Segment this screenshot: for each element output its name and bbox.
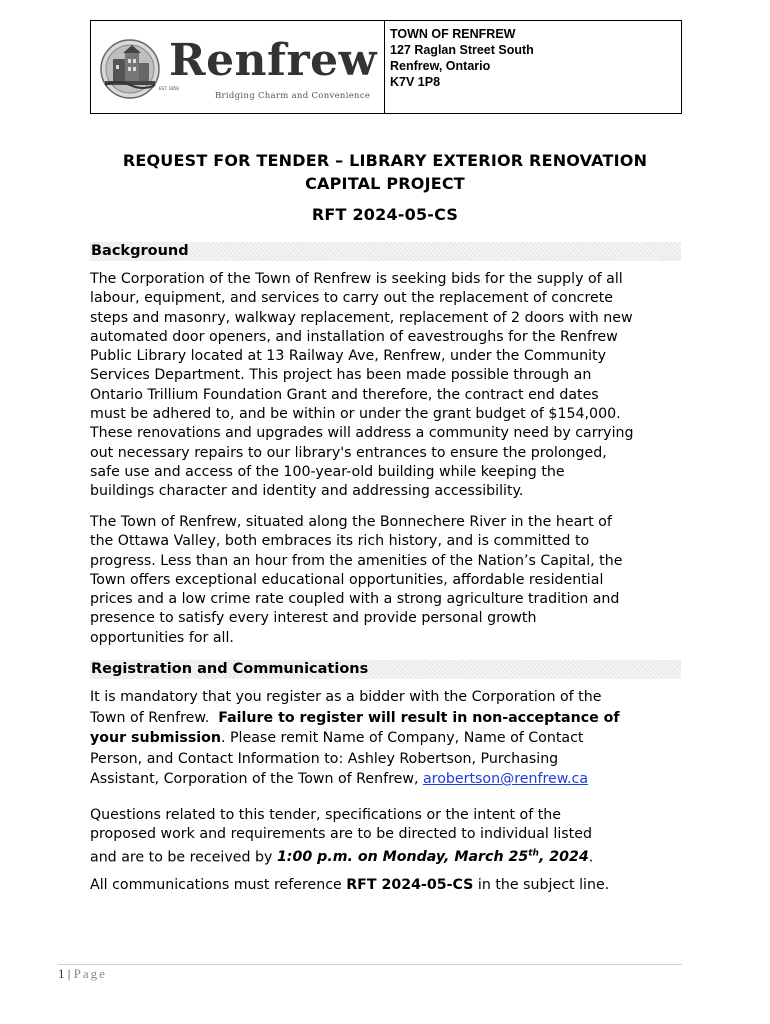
page-footer — [58, 966, 107, 982]
text-span: Assistant, Corporation of the Town of Renfrew, — [90, 771, 423, 787]
text-span: and are to be received by — [90, 849, 277, 866]
questions-paragraph — [90, 806, 690, 868]
town-emblem-icon — [97, 37, 167, 101]
header-table — [90, 20, 682, 114]
section-heading-registration: Registration and Communications — [90, 660, 681, 679]
text-line — [90, 728, 690, 749]
deadline-text: 1:00 p.m. on Monday, March 25 — [276, 849, 529, 866]
rft-reference: RFT 2024-05-CS — [346, 877, 474, 893]
text-line: Public Library located at 13 Railway Ave, Renfrew, under the Community — [90, 348, 606, 365]
document-title: REQUEST FOR TENDER – LIBRARY EXTERIOR RENOVATION — [122, 151, 648, 170]
reference-paragraph — [90, 876, 690, 895]
section-heading-background: Background — [90, 242, 681, 261]
text-line: prices and a low crime rate coupled with a strong agriculture tradition and — [90, 591, 620, 608]
text-line — [90, 769, 690, 790]
text-line: These renovations and upgrades will address a community need by carrying — [90, 425, 634, 442]
text-span: . — [588, 849, 594, 866]
text-line: Questions related to this tender, specifications or the intent of the — [90, 807, 562, 823]
text-span: All communications must reference — [90, 877, 347, 893]
contact-email-link[interactable]: arobertson@renfrew.ca — [422, 771, 589, 787]
rft-number: RFT 2024-05-CS — [311, 205, 459, 224]
text-line: Town offers exceptional educational opportunities, affordable residential — [90, 571, 604, 588]
deadline-suffix: th — [528, 848, 539, 859]
deadline-year: , 2024 — [538, 849, 589, 866]
text-line — [90, 876, 690, 895]
text-line: labour, equipment, and services to carry out the replacement of concrete — [90, 290, 614, 307]
registration-paragraph — [90, 687, 690, 790]
text-line: Person, and Contact Information to: Ashley Robertson, Purchasing — [90, 750, 559, 767]
text-line — [90, 845, 690, 868]
text-line: presence to satisfy every interest and provide personal growth — [90, 610, 537, 627]
logo-cell — [91, 21, 385, 113]
text-line: It is mandatory that you register as a bidder with the Corporation of the — [90, 689, 602, 705]
footer-separator: | — [64, 966, 74, 981]
text-span: in the subject line. — [473, 877, 610, 893]
bold-warning-end: your submission — [90, 730, 221, 746]
text-line: safe use and access of the 100-year-old building while keeping the — [90, 463, 565, 480]
text-line: proposed work and requirements are to be directed to individual listed — [90, 826, 592, 843]
text-span: . Please remit Name of Company, Name of Contact — [220, 730, 584, 746]
text-line — [90, 708, 690, 729]
address-line: Renfrew, Ontario — [390, 59, 491, 73]
text-line: steps and masonry, walkway replacement, replacement of 2 doors with new — [90, 309, 633, 326]
bold-warning: Failure to register will result in non-acceptance of — [218, 709, 620, 726]
text-line: Services Department. This project has been made possible through an — [90, 367, 592, 384]
text-line: The Town of Renfrew, situated along the Bonnechere River in the heart of — [90, 514, 612, 530]
text-line: must be adhered to, and be within or under the grant budget of $154,000. — [90, 406, 621, 423]
logo-year: EST. 1858 — [159, 86, 179, 91]
logo-wordmark: Renfrew — [169, 35, 378, 86]
town-logo — [97, 35, 378, 101]
text-line: out necessary repairs to our library's entrances to ensure the prolonged, — [90, 444, 607, 461]
page-number: 1 — [58, 966, 65, 981]
address-line: TOWN OF RENFREW — [390, 27, 516, 41]
text-line: progress. Less than an hour from the amenities of the Nation’s Capital, the — [90, 552, 623, 569]
logo-tagline: Bridging Charm and Convenience — [215, 91, 371, 101]
background-paragraph-1 — [90, 270, 690, 502]
text-line: buildings character and identity and addressing accessibility. — [90, 483, 524, 500]
background-paragraph-2 — [90, 513, 690, 648]
footer-divider — [58, 964, 682, 965]
text-line: Ontario Trillium Foundation Grant and therefore, the contract end dates — [90, 386, 599, 403]
text-line: The Corporation of the Town of Renfrew is seeking bids for the supply of all — [90, 271, 623, 287]
text-line: opportunities for all. — [90, 629, 234, 646]
address-line: 127 Raglan Street South — [390, 43, 534, 57]
text-line: the Ottawa Valley, both embraces its rich history, and is committed to — [90, 533, 590, 550]
text-span: Town of Renfrew. — [90, 709, 219, 726]
address-block — [385, 21, 681, 113]
page-label: Page — [73, 966, 107, 981]
address-line: K7V 1P8 — [390, 75, 441, 89]
document-title-line2: CAPITAL PROJECT — [305, 174, 465, 193]
text-line: automated door openers, and installation of eavestroughs for the Renfrew — [90, 328, 618, 345]
